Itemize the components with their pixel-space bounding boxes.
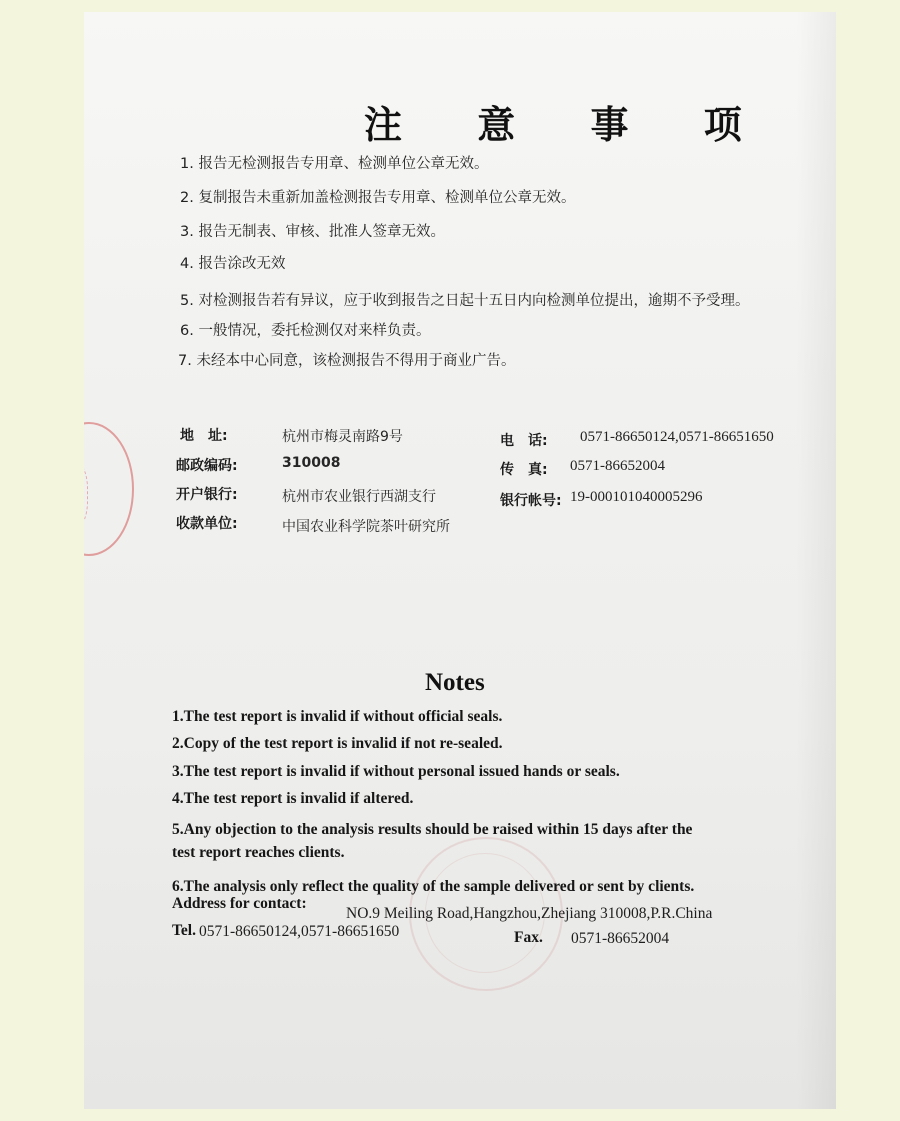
phone-value: 0571-86650124,0571-86651650	[580, 429, 774, 445]
en-tel-label: Tel.	[172, 922, 196, 939]
fax-value: 0571-86652004	[570, 458, 665, 474]
red-seal-stamp	[84, 422, 134, 556]
cn-title: 注 意 事 项	[364, 103, 773, 147]
en-note-item: 2.Copy of the test report is invalid if not re-sealed.	[172, 735, 503, 752]
payee-value: 中国农业科学院茶叶研究所	[282, 519, 450, 535]
bank-value: 杭州市农业银行西湖支行	[282, 489, 436, 505]
cn-note-item: 6. 一般情况，委托检测仅对来样负责。	[180, 323, 431, 339]
en-note-item: 6.The analysis only reflect the quality of the sample delivered or sent by clients.	[172, 878, 695, 895]
account-label: 银行帐号:	[500, 493, 562, 509]
address-value: 杭州市梅灵南路9号	[282, 429, 403, 445]
en-note-item: 1.The test report is invalid if without official seals.	[172, 708, 503, 725]
document-page	[84, 12, 836, 1109]
account-value: 19-000101040005296	[570, 489, 703, 505]
cn-note-item: 7. 未经本中心同意，该检测报告不得用于商业广告。	[178, 353, 516, 369]
en-fax-value: 0571-86652004	[571, 930, 670, 947]
cn-note-item: 3. 报告无制表、审核、批准人签章无效。	[180, 224, 445, 240]
postcode-label: 邮政编码:	[176, 458, 238, 474]
phone-label: 电 话:	[500, 433, 548, 449]
en-address-label: Address for contact:	[172, 895, 307, 912]
en-note-item: 3.The test report is invalid if without personal issued hands or seals.	[172, 763, 620, 780]
en-note-item: test report reaches clients.	[172, 844, 345, 861]
fax-label: 传 真:	[500, 462, 548, 478]
en-note-item: 4.The test report is invalid if altered.	[172, 790, 414, 807]
en-fax-label: Fax.	[514, 929, 543, 946]
en-title: Notes	[425, 669, 485, 696]
payee-label: 收款单位:	[176, 516, 238, 532]
en-note-item: 5.Any objection to the analysis results should be raised within 15 days after the	[172, 821, 693, 838]
address-label: 地 址:	[180, 428, 228, 444]
en-tel-value: 0571-86650124,0571-86651650	[199, 923, 400, 940]
cn-note-item: 2. 复制报告未重新加盖检测报告专用章、检测单位公章无效。	[180, 190, 576, 206]
cn-note-item: 1. 报告无检测报告专用章、检测单位公章无效。	[180, 156, 489, 172]
bank-label: 开户银行:	[176, 487, 238, 503]
cn-note-item: 5. 对检测报告若有异议，应于收到报告之日起十五日内向检测单位提出，逾期不予受理。	[180, 293, 750, 309]
cn-note-item: 4. 报告涂改无效	[180, 256, 286, 272]
en-address-value: NO.9 Meiling Road,Hangzhou,Zhejiang 310008,P.R.China	[346, 905, 713, 922]
postcode-value: 310008	[282, 455, 341, 471]
